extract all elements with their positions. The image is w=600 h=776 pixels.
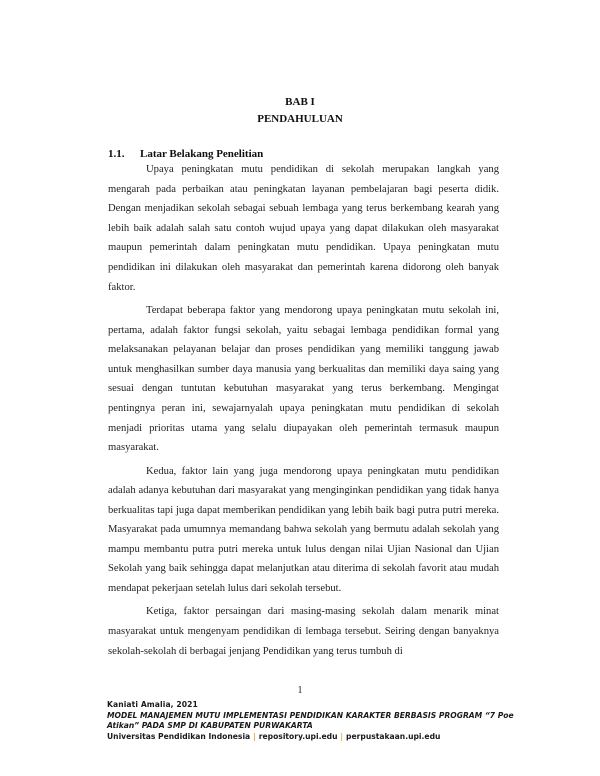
footer-library-link[interactable]: perpustakaan.upi.edu bbox=[346, 731, 441, 741]
paragraph: Kedua, faktor lain yang juga mendorong upaya peningkatan mutu pendidikan adalah adanya kebutuhan dari masyarakat yang menginginkan pendidikan yang tidak hanya berkualitas tapi juga dapat memberikan pendidikan yang lebih baik bagi putra putri mereka. Masyarakat pada umumnya memandang bahwa sekolah yang bermutu adalah sekolah yang mampu membantu putra putri mereka untuk lulus dengan nilai Ujian Nasional dan Ujian Sekolah yang baik sehingga dapat melanjutkan atau diterima di sekolah favorit atau mudah mendapat pekerjaan setelah lulus dari sekolah tersebut. bbox=[108, 465, 499, 595]
footer-separator: | bbox=[340, 731, 344, 741]
section-number: 1.1. bbox=[108, 148, 125, 160]
footer-author: Kaniati Amalia, 2021 bbox=[107, 700, 198, 709]
footer-institution: Universitas Pendidikan Indonesia bbox=[107, 731, 251, 741]
footer-repository-link[interactable]: repository.upi.edu bbox=[258, 731, 338, 741]
footer bbox=[107, 700, 514, 742]
footer-title-line1: MODEL MANAJEMEN MUTU IMPLEMENTASI PENDIDIKAN KARAKTER BERBASIS PROGRAM “7 Poe bbox=[107, 710, 514, 720]
section-heading bbox=[108, 148, 263, 160]
footer-links bbox=[107, 732, 514, 743]
chapter-number: BAB I bbox=[285, 96, 315, 108]
chapter-title: PENDAHULUAN bbox=[257, 113, 343, 125]
paragraph: Ketiga, faktor persaingan dari masing-masing sekolah dalam menarik minat masyarakat untuk mengenyam pendidikan di lembaga tersebut. Seiring dengan banyaknya sekolah-sekolah di berbagai jenjang Pendidikan yang terus tumbuh di bbox=[108, 606, 499, 657]
paragraph: Terdapat beberapa faktor yang mendorong upaya peningkatan mutu sekolah ini, pertama, adalah faktor fungsi sekolah, yaitu sebagai lembaga pendidikan formal yang melaksanakan pelayanan belajar dan proses pendidikan yang memiliki tanggung jawab untuk menghasilkan sumber daya manusia yang berkualitas dan memiliki daya saing yang sesuai dengan tuntutan kebutuhan masyarakat yang terus berkembang. Mengingat pentingnya peran ini, sewajarnyalah upaya peningkatan mutu pendidikan di sekolah menjadi prioritas utama yang selalu diupayakan oleh pemerintah termasuk maupun masyarakat. bbox=[108, 304, 499, 454]
body-text bbox=[108, 160, 499, 665]
footer-title-line2: Atikan” PADA SMP DI KABUPATEN PURWAKARTA bbox=[107, 721, 313, 730]
section-title: Latar Belakang Penelitian bbox=[140, 148, 264, 160]
footer-separator: | bbox=[253, 731, 256, 741]
paragraph: Upaya peningkatan mutu pendidikan di sekolah merupakan langkah yang mengarah pada perbaikan atau peningkatan layanan pembelajaran bagi peserta didik. Dengan menjadikan sekolah sebagai sebuah lembaga yang terus berkembang kearah yang lebih baik adalah salah satu contoh wujud upaya yang dapat dilakukan oleh masyarakat maupun pemerintah dalam peningkatan mutu pendidikan. Upaya peningkatan mutu pendidikan ini dilakukan oleh masyarakat dan pemerintah karena didorong oleh banyak faktor. bbox=[108, 164, 499, 293]
page-number: 1 bbox=[297, 685, 303, 696]
